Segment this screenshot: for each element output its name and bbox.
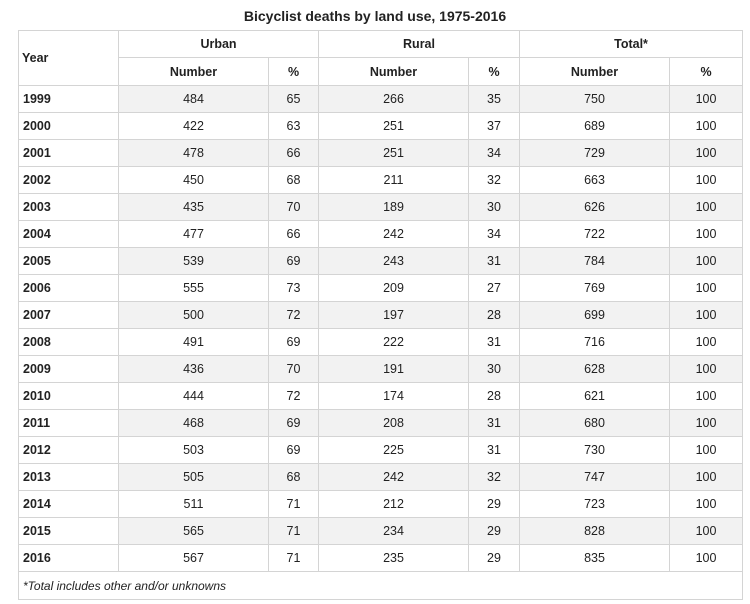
rural-number-cell: 242 — [319, 221, 469, 248]
total-percent-cell: 100 — [670, 221, 743, 248]
rural-number-cell: 235 — [319, 545, 469, 572]
rural-number-cell: 222 — [319, 329, 469, 356]
rural-percent-cell: 27 — [469, 275, 520, 302]
year-cell: 2007 — [19, 302, 119, 329]
table-row — [19, 329, 743, 356]
urban-number-cell: 436 — [119, 356, 269, 383]
total-percent-cell: 100 — [670, 464, 743, 491]
rural-percent-cell: 29 — [469, 491, 520, 518]
rural-percent-cell: 31 — [469, 329, 520, 356]
rural-percent-cell: 31 — [469, 410, 520, 437]
total-percent-cell: 100 — [670, 437, 743, 464]
year-cell: 2004 — [19, 221, 119, 248]
urban-percent-cell: 69 — [269, 248, 319, 275]
table-title: Bicyclist deaths by land use, 1975-2016 — [243, 8, 507, 24]
rural-number-cell: 208 — [319, 410, 469, 437]
total-number-cell: 628 — [520, 356, 670, 383]
year-cell: 2015 — [19, 518, 119, 545]
rural-percent-cell: 31 — [469, 437, 520, 464]
year-cell: 2008 — [19, 329, 119, 356]
table-row — [19, 194, 743, 221]
table-row — [19, 302, 743, 329]
year-cell: 2009 — [19, 356, 119, 383]
rural-percent-cell: 32 — [469, 464, 520, 491]
rural-number-header: Number — [319, 58, 469, 86]
year-cell: 2011 — [19, 410, 119, 437]
urban-header: Urban — [119, 31, 319, 58]
year-cell: 2010 — [19, 383, 119, 410]
total-number-cell: 750 — [520, 86, 670, 113]
urban-percent-cell: 69 — [269, 437, 319, 464]
urban-number-cell: 565 — [119, 518, 269, 545]
total-header: Total* — [520, 31, 743, 58]
table-row — [19, 410, 743, 437]
urban-number-cell: 484 — [119, 86, 269, 113]
rural-number-cell: 191 — [319, 356, 469, 383]
total-number-cell: 680 — [520, 410, 670, 437]
rural-number-cell: 211 — [319, 167, 469, 194]
urban-percent-cell: 71 — [269, 491, 319, 518]
total-number-cell: 723 — [520, 491, 670, 518]
year-cell: 2006 — [19, 275, 119, 302]
table-row — [19, 140, 743, 167]
rural-header: Rural — [319, 31, 520, 58]
rural-number-cell: 251 — [319, 113, 469, 140]
total-percent-cell: 100 — [670, 329, 743, 356]
table-row — [19, 464, 743, 491]
total-percent-cell: 100 — [670, 167, 743, 194]
total-number-cell: 699 — [520, 302, 670, 329]
rural-percent-cell: 29 — [469, 545, 520, 572]
urban-percent-cell: 69 — [269, 410, 319, 437]
table-row — [19, 167, 743, 194]
total-number-cell: 689 — [520, 113, 670, 140]
table-row — [19, 113, 743, 140]
total-number-cell: 835 — [520, 545, 670, 572]
total-percent-cell: 100 — [670, 194, 743, 221]
rural-percent-cell: 28 — [469, 302, 520, 329]
table-row — [19, 518, 743, 545]
table-row — [19, 437, 743, 464]
rural-number-cell: 243 — [319, 248, 469, 275]
urban-number-cell: 539 — [119, 248, 269, 275]
urban-number-cell: 511 — [119, 491, 269, 518]
total-number-cell: 663 — [520, 167, 670, 194]
rural-percent-cell: 28 — [469, 383, 520, 410]
total-number-header: Number — [520, 58, 670, 86]
rural-percent-cell: 37 — [469, 113, 520, 140]
total-number-cell: 626 — [520, 194, 670, 221]
rural-percent-cell: 30 — [469, 356, 520, 383]
rural-number-cell: 225 — [319, 437, 469, 464]
urban-percent-cell: 72 — [269, 383, 319, 410]
table-row — [19, 545, 743, 572]
year-cell: 2005 — [19, 248, 119, 275]
year-cell: 2003 — [19, 194, 119, 221]
urban-percent-cell: 68 — [269, 167, 319, 194]
table-row — [19, 356, 743, 383]
urban-percent-cell: 68 — [269, 464, 319, 491]
rural-percent-cell: 34 — [469, 221, 520, 248]
header-row-groups — [19, 31, 743, 58]
urban-number-cell: 444 — [119, 383, 269, 410]
table-row — [19, 491, 743, 518]
bicyclist-deaths-table — [18, 30, 743, 600]
rural-number-cell: 234 — [319, 518, 469, 545]
total-percent-header: % — [670, 58, 743, 86]
total-percent-cell: 100 — [670, 383, 743, 410]
total-number-cell: 730 — [520, 437, 670, 464]
total-percent-cell: 100 — [670, 302, 743, 329]
rural-number-cell: 266 — [319, 86, 469, 113]
total-number-cell: 784 — [520, 248, 670, 275]
urban-percent-cell: 66 — [269, 221, 319, 248]
rural-number-cell: 209 — [319, 275, 469, 302]
urban-percent-cell: 66 — [269, 140, 319, 167]
urban-number-cell: 477 — [119, 221, 269, 248]
header-row-sub — [19, 58, 743, 86]
rural-number-cell: 251 — [319, 140, 469, 167]
year-cell: 2012 — [19, 437, 119, 464]
table-row — [19, 248, 743, 275]
urban-number-cell: 491 — [119, 329, 269, 356]
rural-percent-cell: 32 — [469, 167, 520, 194]
rural-number-cell: 197 — [319, 302, 469, 329]
urban-number-cell: 503 — [119, 437, 269, 464]
year-cell: 2014 — [19, 491, 119, 518]
total-percent-cell: 100 — [670, 140, 743, 167]
table-row — [19, 275, 743, 302]
rural-number-cell: 242 — [319, 464, 469, 491]
total-percent-cell: 100 — [670, 356, 743, 383]
total-percent-cell: 100 — [670, 491, 743, 518]
urban-number-cell: 450 — [119, 167, 269, 194]
year-cell: 1999 — [19, 86, 119, 113]
rural-percent-cell: 34 — [469, 140, 520, 167]
urban-percent-cell: 70 — [269, 194, 319, 221]
urban-number-cell: 468 — [119, 410, 269, 437]
total-number-cell: 729 — [520, 140, 670, 167]
footnote-row — [19, 572, 743, 600]
urban-percent-cell: 65 — [269, 86, 319, 113]
total-percent-cell: 100 — [670, 113, 743, 140]
rural-number-cell: 212 — [319, 491, 469, 518]
urban-percent-header: % — [269, 58, 319, 86]
total-number-cell: 621 — [520, 383, 670, 410]
rural-percent-cell: 31 — [469, 248, 520, 275]
total-number-cell: 716 — [520, 329, 670, 356]
rural-number-cell: 174 — [319, 383, 469, 410]
total-percent-cell: 100 — [670, 410, 743, 437]
urban-number-header: Number — [119, 58, 269, 86]
urban-number-cell: 505 — [119, 464, 269, 491]
table-row — [19, 221, 743, 248]
total-number-cell: 828 — [520, 518, 670, 545]
total-number-cell: 747 — [520, 464, 670, 491]
urban-percent-cell: 69 — [269, 329, 319, 356]
urban-number-cell: 435 — [119, 194, 269, 221]
rural-number-cell: 189 — [319, 194, 469, 221]
total-number-cell: 769 — [520, 275, 670, 302]
urban-percent-cell: 71 — [269, 518, 319, 545]
footnote: *Total includes other and/or unknowns — [19, 572, 743, 600]
urban-number-cell: 478 — [119, 140, 269, 167]
year-cell: 2013 — [19, 464, 119, 491]
urban-percent-cell: 72 — [269, 302, 319, 329]
year-cell: 2016 — [19, 545, 119, 572]
urban-number-cell: 555 — [119, 275, 269, 302]
urban-percent-cell: 70 — [269, 356, 319, 383]
urban-percent-cell: 73 — [269, 275, 319, 302]
year-cell: 2001 — [19, 140, 119, 167]
rural-percent-cell: 29 — [469, 518, 520, 545]
urban-percent-cell: 63 — [269, 113, 319, 140]
table-body — [19, 86, 743, 572]
urban-percent-cell: 71 — [269, 545, 319, 572]
urban-number-cell: 500 — [119, 302, 269, 329]
total-percent-cell: 100 — [670, 248, 743, 275]
total-number-cell: 722 — [520, 221, 670, 248]
table-row — [19, 383, 743, 410]
urban-number-cell: 567 — [119, 545, 269, 572]
rural-percent-header: % — [469, 58, 520, 86]
total-percent-cell: 100 — [670, 86, 743, 113]
rural-percent-cell: 35 — [469, 86, 520, 113]
total-percent-cell: 100 — [670, 545, 743, 572]
total-percent-cell: 100 — [670, 275, 743, 302]
urban-number-cell: 422 — [119, 113, 269, 140]
year-header: Year — [19, 31, 119, 86]
year-cell: 2002 — [19, 167, 119, 194]
total-percent-cell: 100 — [670, 518, 743, 545]
rural-percent-cell: 30 — [469, 194, 520, 221]
year-cell: 2000 — [19, 113, 119, 140]
table-row — [19, 86, 743, 113]
